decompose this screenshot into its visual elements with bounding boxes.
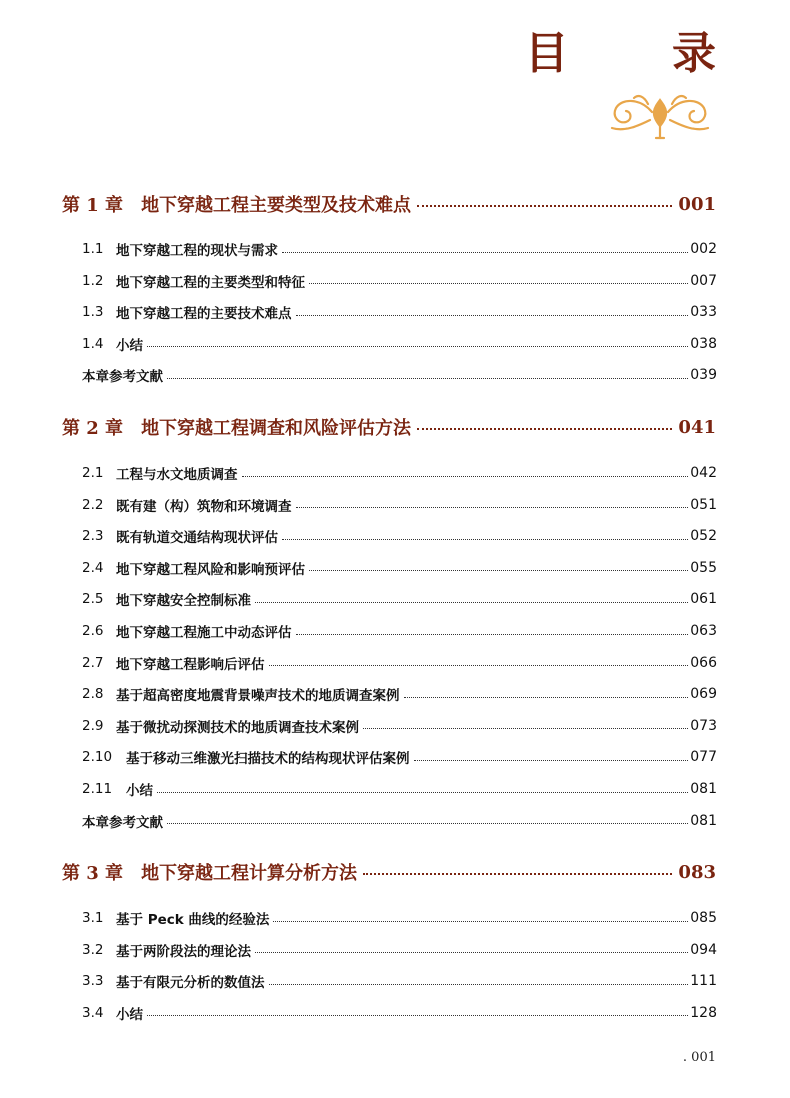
chapter-page: 001 [678, 193, 716, 215]
dot-leader [157, 792, 688, 793]
page-title: 目 录 [524, 28, 760, 79]
chapter-heading[interactable] [62, 413, 716, 441]
toc-entry[interactable] [82, 462, 717, 484]
toc-entry[interactable] [82, 557, 717, 579]
section-number: 3.1 [82, 910, 104, 926]
toc-entry[interactable] [82, 588, 717, 610]
section-number: 2.9 [82, 717, 104, 734]
section-page: 081 [690, 812, 717, 829]
chapter-number: 第 2 章 [62, 418, 124, 439]
chapter-title: 地下穿越工程调查和风险评估方法 [141, 418, 412, 439]
section-title: 地下穿越工程的主要技术难点 [116, 306, 292, 323]
section-page: 066 [690, 654, 717, 671]
section-number: 2.11 [82, 781, 113, 797]
section-title: 基于微扰动探测技术的地质调查技术案例 [116, 719, 359, 736]
toc-entry[interactable] [82, 1002, 717, 1024]
toc-entry[interactable] [82, 270, 717, 292]
section-title: 地下穿越工程风险和影响预评估 [116, 561, 305, 578]
section-page: 085 [690, 910, 717, 926]
dot-leader [309, 283, 688, 284]
toc-entry[interactable] [82, 333, 717, 355]
section-page: 055 [690, 559, 717, 576]
section-number: 2.10 [82, 749, 113, 766]
section-number: 2.7 [82, 654, 104, 671]
toc-entry[interactable] [82, 746, 717, 768]
section-page: 038 [690, 335, 717, 352]
chapter-heading[interactable] [62, 858, 716, 886]
dot-leader [363, 728, 688, 729]
section-title: 地下穿越工程的主要类型和特征 [116, 274, 305, 291]
section-number: 2.8 [82, 686, 104, 703]
section-number: 2.6 [82, 623, 104, 639]
section-number: 2.4 [82, 559, 104, 576]
section-page: 039 [690, 367, 717, 384]
toc-entry[interactable] [82, 364, 717, 386]
chapter-page: 083 [678, 861, 716, 883]
section-number: 1.2 [82, 272, 104, 289]
dot-leader [242, 476, 689, 477]
dot-leader [282, 252, 688, 253]
toc-entry[interactable] [82, 238, 717, 260]
dot-leader [255, 602, 688, 603]
section-title: 基于 Peck 曲线的经验法 [116, 912, 270, 928]
section-title: 地下穿越安全控制标准 [116, 593, 251, 610]
section-title: 地下穿越工程施工中动态评估 [116, 625, 292, 641]
section-title: 本章参考文献 [82, 814, 163, 831]
section-title: 基于超高密度地震背景噪声技术的地质调查案例 [116, 688, 400, 705]
section-title: 小结 [126, 783, 153, 799]
dot-leader [417, 205, 672, 207]
section-page: 051 [690, 496, 717, 513]
section-page: 077 [690, 749, 717, 766]
dot-leader [269, 665, 689, 666]
toc-entry[interactable] [82, 525, 717, 547]
dot-leader [147, 1015, 688, 1016]
toc-entry[interactable] [82, 907, 717, 929]
dot-leader [414, 760, 689, 761]
dot-leader [309, 570, 688, 571]
toc-entry[interactable] [82, 715, 717, 737]
section-number: 3.4 [82, 1004, 104, 1021]
dot-leader [296, 507, 689, 508]
dot-leader [167, 378, 688, 379]
chapter-number: 第 1 章 [62, 195, 124, 216]
section-page: 073 [690, 717, 717, 734]
chapter-title: 地下穿越工程主要类型及技术难点 [141, 195, 412, 216]
section-page: 069 [690, 686, 717, 703]
section-number: 1.1 [82, 241, 104, 257]
dot-leader [282, 539, 688, 540]
section-title: 工程与水文地质调查 [116, 467, 238, 483]
section-page: 094 [690, 941, 717, 958]
chapter-number: 第 3 章 [62, 863, 124, 884]
dot-leader [363, 873, 672, 875]
section-number: 3.2 [82, 941, 104, 958]
toc-entry[interactable] [82, 970, 717, 992]
dot-leader [167, 823, 688, 824]
toc-entry[interactable] [82, 301, 717, 323]
section-number: 2.1 [82, 465, 104, 481]
section-title: 小结 [116, 337, 143, 354]
section-number: 2.5 [82, 591, 104, 608]
section-title: 地下穿越工程影响后评估 [116, 656, 265, 673]
section-number: 1.3 [82, 304, 104, 321]
toc-entry[interactable] [82, 683, 717, 705]
floral-ornament-icon [604, 92, 716, 142]
toc-entry[interactable] [82, 494, 717, 516]
section-title: 地下穿越工程的现状与需求 [116, 243, 278, 259]
chapter-title: 地下穿越工程计算分析方法 [141, 863, 358, 884]
dot-leader [404, 697, 689, 698]
section-title: 既有建（构）筑物和环境调查 [116, 498, 292, 515]
dot-leader [255, 952, 688, 953]
dot-leader [296, 634, 689, 635]
toc-entry[interactable] [82, 778, 717, 800]
section-page: 052 [690, 528, 717, 545]
toc-entry[interactable] [82, 652, 717, 674]
dot-leader [417, 428, 672, 430]
dot-leader [296, 315, 689, 316]
toc-entry[interactable] [82, 620, 717, 642]
chapter-heading[interactable] [62, 190, 716, 218]
dot-leader [273, 921, 688, 922]
section-number: 1.4 [82, 335, 104, 352]
section-number: 2.2 [82, 496, 104, 513]
section-page: 033 [690, 304, 717, 321]
section-title: 基于两阶段法的理论法 [116, 943, 251, 960]
section-page: 111 [690, 973, 717, 990]
section-page: 128 [690, 1004, 717, 1021]
section-number: 2.3 [82, 528, 104, 545]
section-title: 基于移动三维激光扫描技术的结构现状评估案例 [126, 751, 410, 768]
dot-leader [147, 346, 688, 347]
section-page: 007 [690, 272, 717, 289]
toc-entry[interactable] [82, 939, 717, 961]
section-title: 既有轨道交通结构现状评估 [116, 530, 278, 547]
section-page: 002 [690, 241, 717, 257]
page-number: . 001 [682, 1050, 716, 1065]
section-page: 081 [690, 781, 717, 797]
section-page: 042 [690, 465, 717, 481]
section-title: 基于有限元分析的数值法 [116, 975, 265, 992]
dot-leader [269, 984, 689, 985]
section-title: 小结 [116, 1006, 143, 1023]
section-page: 061 [690, 591, 717, 608]
toc-entry[interactable] [82, 810, 717, 832]
section-title: 本章参考文献 [82, 369, 163, 386]
section-number: 3.3 [82, 973, 104, 990]
section-page: 063 [690, 623, 717, 639]
chapter-page: 041 [678, 416, 716, 438]
